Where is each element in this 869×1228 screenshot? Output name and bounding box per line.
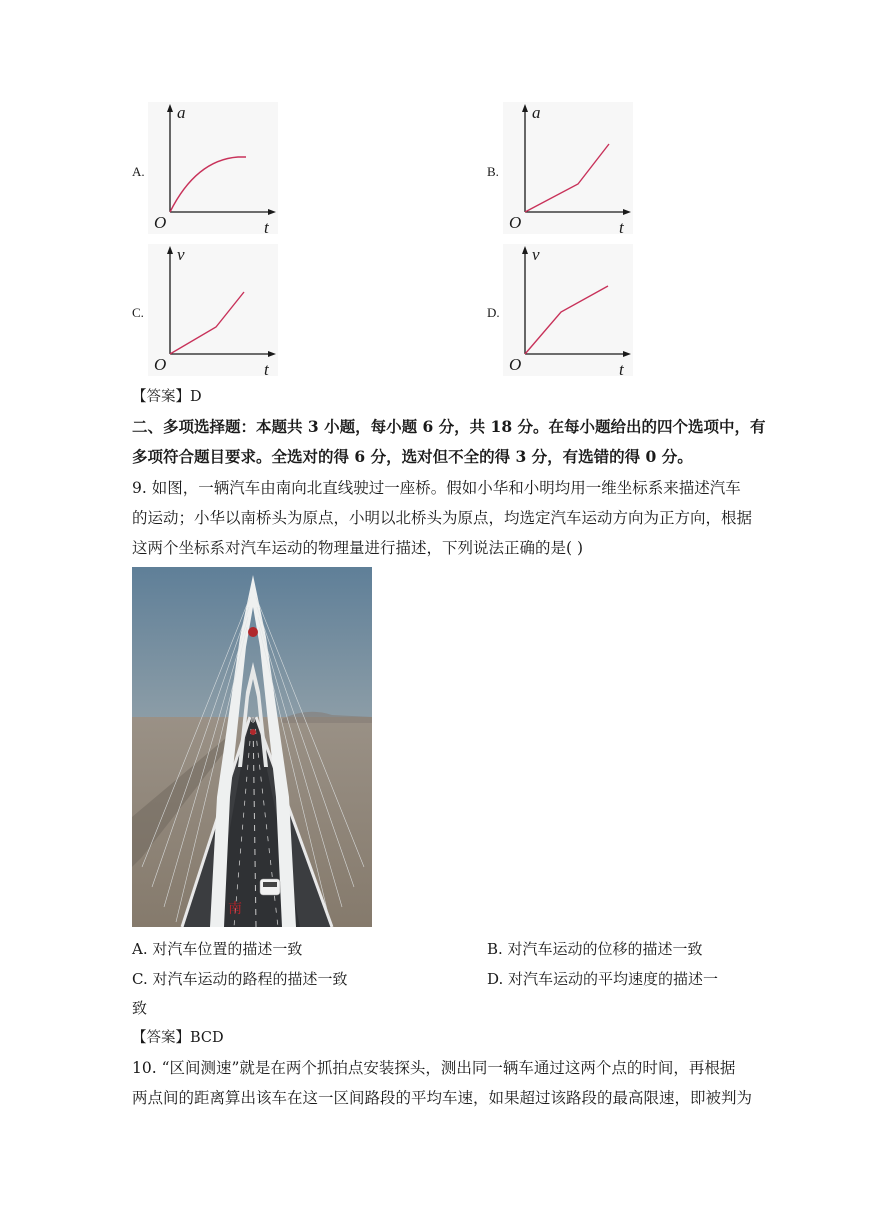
- graph-c-xlabel: t: [264, 360, 269, 376]
- graph-a-xlabel: t: [264, 218, 269, 234]
- answer-q8: 【答案】D: [132, 389, 202, 405]
- graph-d-origin: O: [509, 355, 522, 374]
- graph-b: [503, 102, 633, 234]
- graph-b-origin: O: [509, 213, 522, 232]
- graph-b-xlabel: t: [619, 218, 624, 234]
- option-label-a: A.: [132, 164, 145, 179]
- q9-line3: 这两个坐标系对汽车运动的物理量进行描述，下列说法正确的是( ): [132, 539, 584, 557]
- answer-q9: 【答案】BCD: [132, 1030, 224, 1046]
- graph-d: [503, 244, 633, 376]
- option-label-c: C.: [132, 305, 144, 320]
- option-label-d: D.: [487, 305, 500, 320]
- q9-option-b: B. 对汽车运动的位移的描述一致: [487, 940, 703, 958]
- curve-a: [170, 157, 246, 212]
- section2-line2: 多项符合题目要求。全选对的得 6 分，选对但不全的得 3 分，有选错的得 0 分。: [132, 447, 693, 466]
- graph-d-xlabel: t: [619, 360, 624, 376]
- q9-option-d: D. 对汽车运动的平均速度的描述一: [487, 970, 719, 988]
- q10-line2: 两点间的距离算出该车在这一区间路段的平均车速，如果超过该路段的最高限速，即被判为: [132, 1089, 753, 1107]
- graph-a-origin: O: [154, 213, 167, 232]
- q9-option-a: A. 对汽车位置的描述一致: [132, 940, 303, 958]
- q9-line2: 的运动；小华以南桥头为原点，小明以北桥头为原点，均选定汽车运动方向为正方向，根据: [132, 509, 753, 527]
- q10-line1: 10. “区间测速”就是在两个抓拍点安装探头，测出同一辆车通过这两个点的时间，再根据: [132, 1059, 736, 1077]
- photo-label-south: 南: [228, 901, 242, 917]
- graph-c-ylabel: v: [177, 245, 185, 264]
- curve-b: [525, 144, 609, 212]
- option-label-b: B.: [487, 164, 499, 179]
- q9-line1: 9. 如图，一辆汽车由南向北直线驶过一座桥。假如小华和小明均用一维坐标系来描述汽车: [132, 479, 741, 497]
- graph-b-ylabel: a: [532, 103, 541, 122]
- graph-a-ylabel: a: [177, 103, 186, 122]
- q9-option-c: C. 对汽车运动的路程的描述一致: [132, 970, 348, 988]
- q9-option-d-cont: 致: [132, 999, 148, 1017]
- curve-d: [525, 286, 608, 354]
- graph-c-origin: O: [154, 355, 167, 374]
- section2-line1: 二、多项选择题：本题共 3 小题，每小题 6 分，共 18 分。在每小题给出的四个选项中，有: [132, 417, 766, 436]
- graph-a: [148, 102, 278, 234]
- curve-c: [170, 292, 244, 354]
- bridge-photo: [132, 567, 372, 927]
- graph-c: [148, 244, 278, 376]
- graph-d-ylabel: v: [532, 245, 540, 264]
